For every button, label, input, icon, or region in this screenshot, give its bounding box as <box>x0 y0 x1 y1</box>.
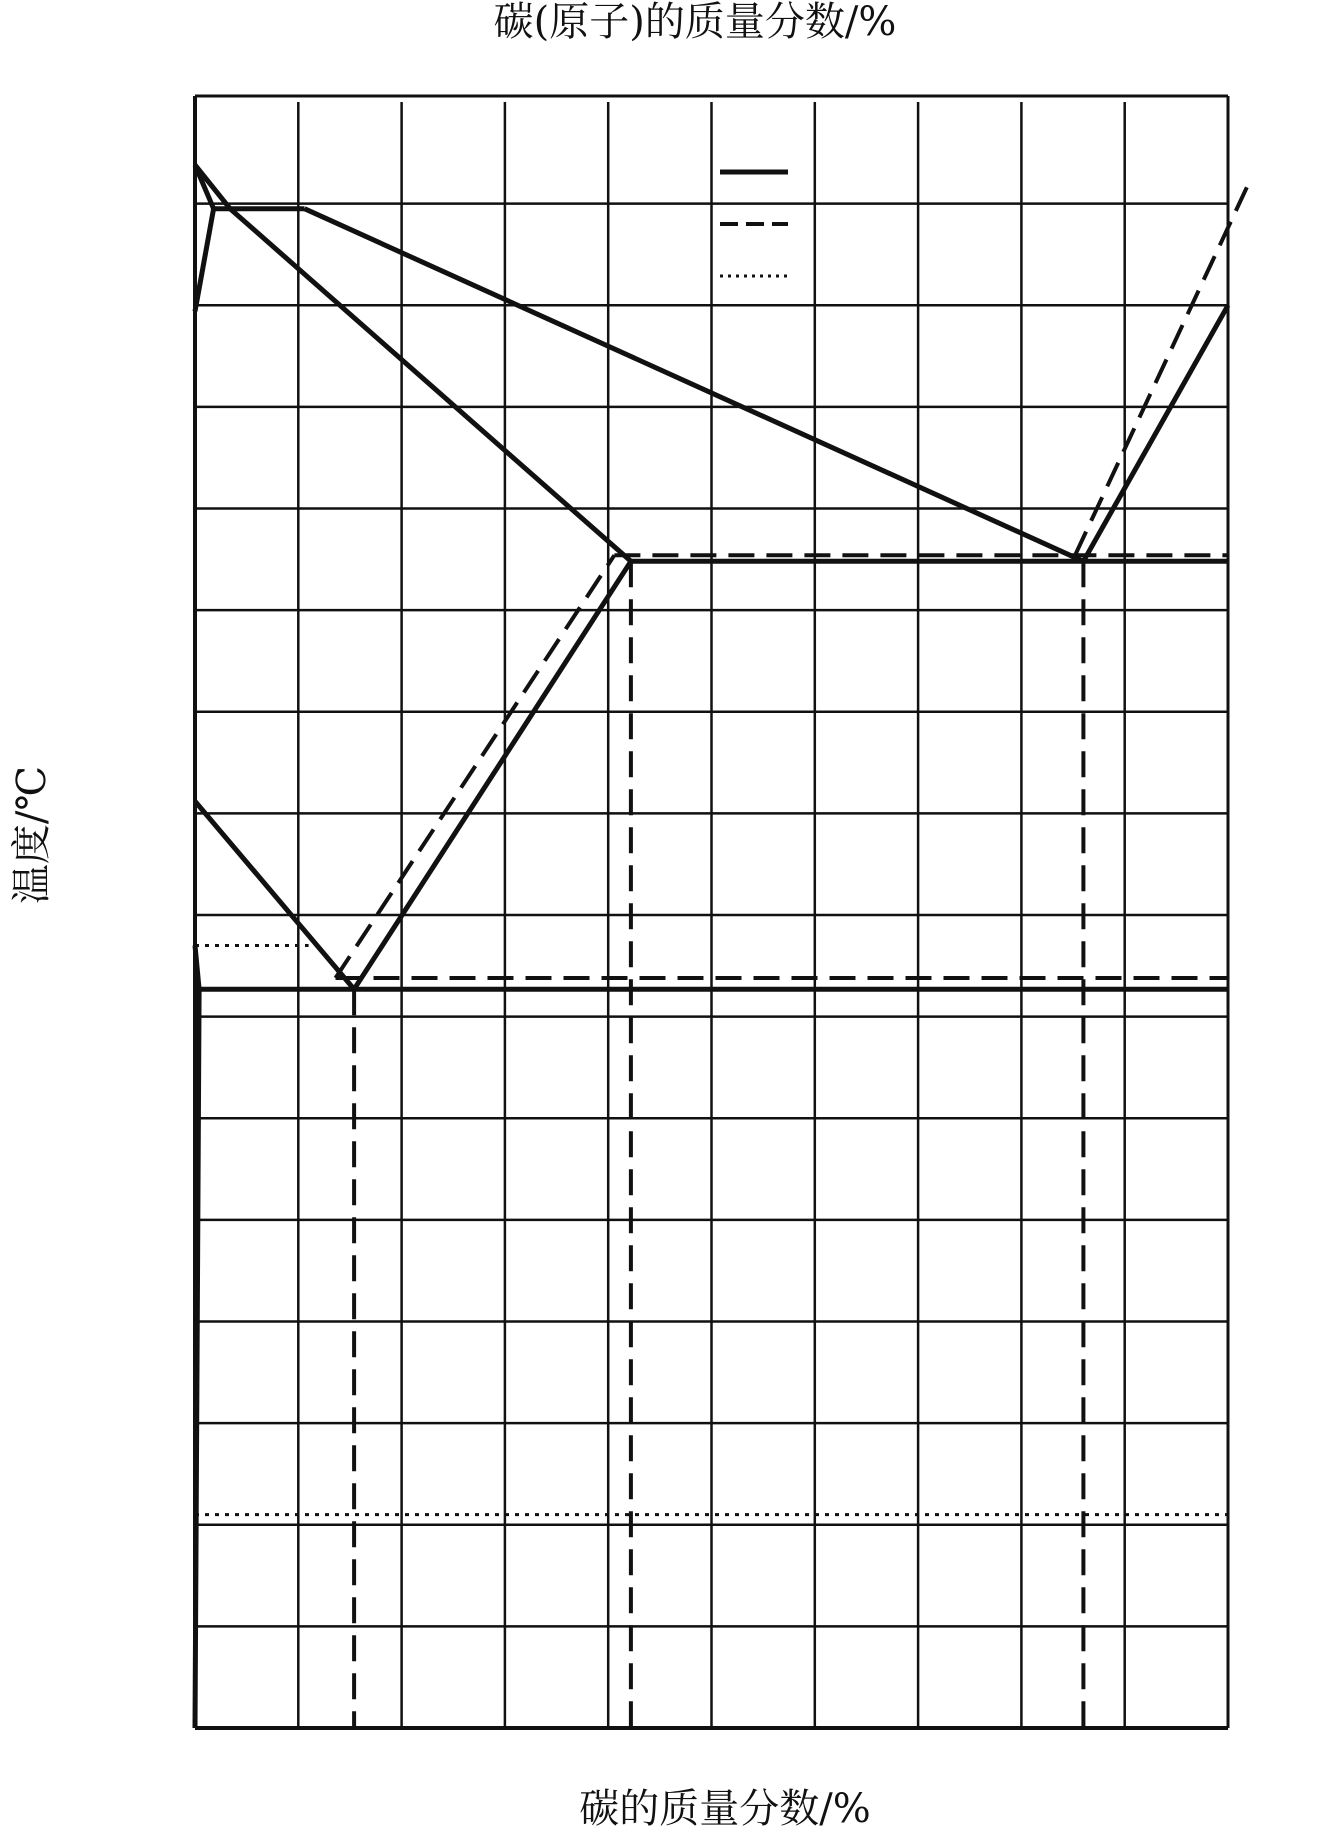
y-axis-title: 温度/℃ <box>9 765 55 905</box>
phase-line-solid <box>195 209 214 312</box>
top-axis-title: 碳(原子)的质量分数/% <box>493 0 897 45</box>
phase-line-solid <box>195 801 354 989</box>
x-axis-title: 碳的质量分数/% <box>579 1786 871 1832</box>
phase-line-solid <box>1083 305 1228 561</box>
grid-lines <box>195 102 1228 1728</box>
phase-line-dashed <box>1075 183 1249 555</box>
legend <box>720 172 788 276</box>
phase-line-solid <box>354 561 631 989</box>
phase-boundaries <box>195 165 1249 1728</box>
